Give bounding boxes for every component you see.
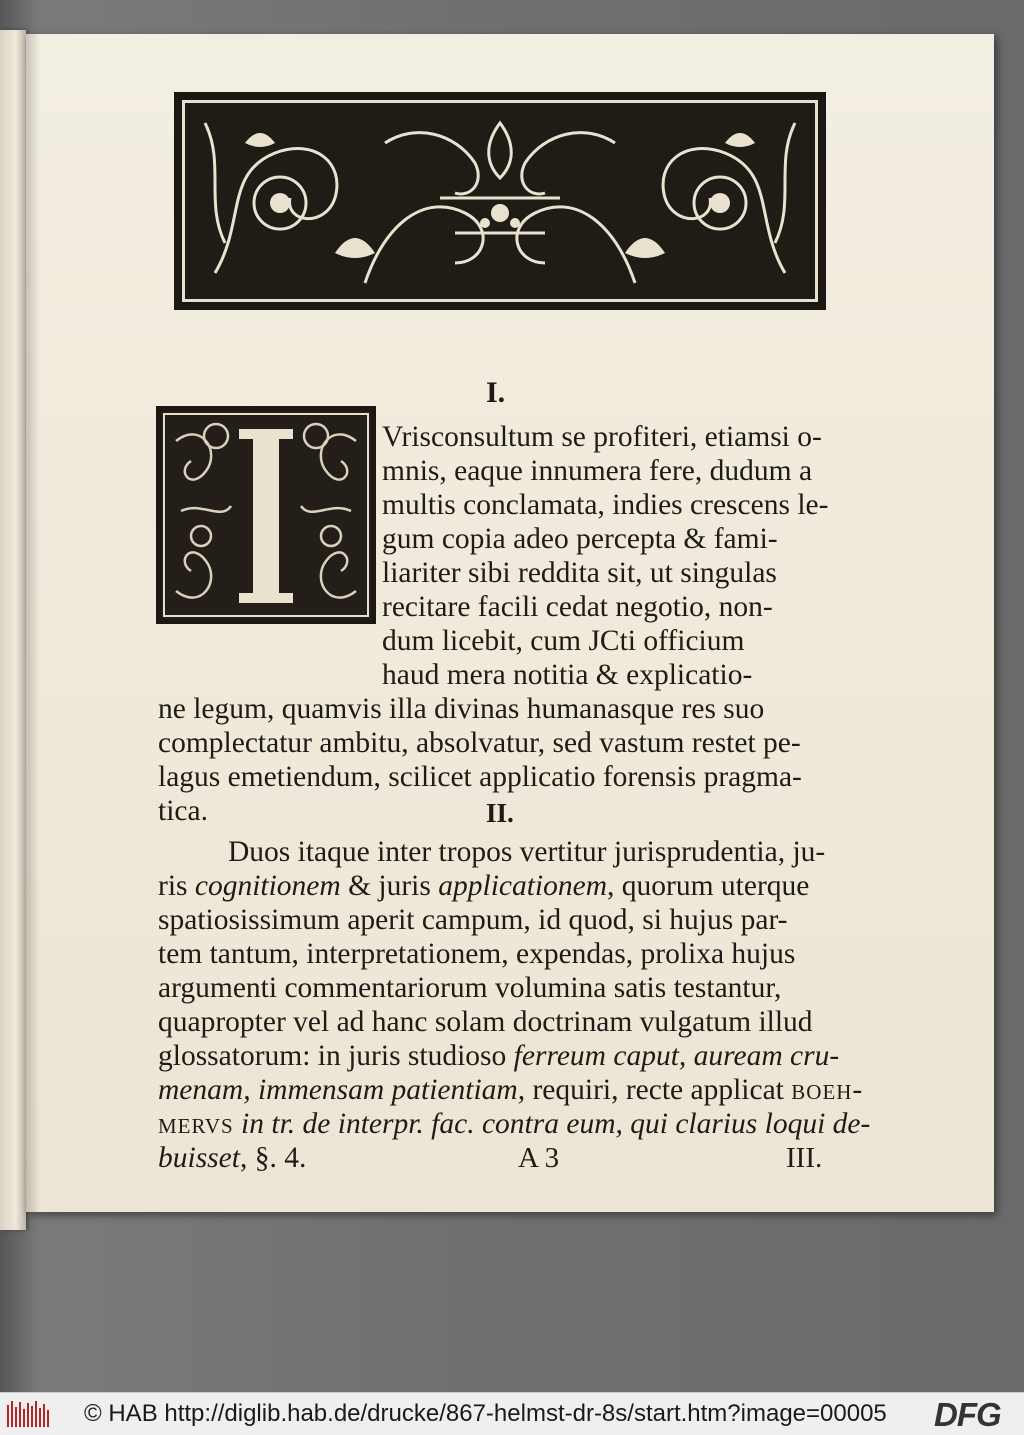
text-span: , quorum uterque (607, 870, 810, 902)
italic-quote: menam, immensam patientiam, (158, 1074, 526, 1106)
text-line: Duos itaque inter tropos vertitur jurisprudentia, ju- (228, 836, 826, 868)
text-line: spatiosissimum aperit campum, id quod, si hujus par- (158, 904, 788, 936)
text-line: complectatur ambitu, absolvatur, sed vastum restet pe- (158, 727, 801, 759)
text-line: gum copia adeo percepta & fami- (382, 523, 778, 555)
italic-citation: buisset (158, 1142, 240, 1174)
text-line: Vrisconsultum se profiteri, etiamsi o- (382, 421, 822, 453)
author-name: boeh- (791, 1074, 864, 1106)
signature-mark: A 3 (518, 1142, 560, 1174)
text-line: quapropter vel ad hanc solam doctrinam vulgatum illud (158, 1006, 813, 1038)
text-span: glossatorum: in juris studioso (158, 1040, 514, 1072)
floral-ornament-icon (185, 103, 815, 299)
initial-i-icon (161, 411, 371, 619)
text-span: & juris (340, 870, 439, 902)
text-line (158, 1108, 870, 1141)
text-line (158, 870, 809, 903)
hab-logo-icon (6, 1399, 50, 1429)
italic-citation: in tr. de interpr. fac. contra eum, qui clarius loqui de- (233, 1108, 871, 1140)
text-line (158, 1074, 863, 1107)
viewer-footer-bar (0, 1392, 1024, 1435)
text-line: liariter sibi reddita sit, ut singulas (382, 557, 777, 589)
section-number-one: I. (486, 376, 506, 409)
italic-quote: ferreum caput, auream cru- (513, 1040, 840, 1072)
text-line: tica. (158, 795, 208, 827)
text-line (158, 1142, 306, 1175)
italic-term: applicationem (438, 870, 608, 902)
text-line: ne legum, quamvis illa divinas humanasque res suo (158, 693, 765, 725)
author-name: mervs (158, 1108, 234, 1140)
italic-term: cognitionem (194, 870, 341, 902)
text-span: ris (158, 870, 195, 902)
text-line: tem tantum, interpretationem, expendas, prolixa hujus (158, 938, 796, 970)
text-line: mnis, eaque innumera fere, dudum a (382, 455, 813, 487)
catchword: III. (786, 1142, 823, 1174)
page-gutter-shadow (26, 34, 40, 1212)
text-line: multis conclamata, indies crescens le- (382, 489, 829, 521)
text-span: requiri, recte applicat (525, 1074, 792, 1106)
ornamental-headpiece (174, 92, 826, 310)
text-span: , §. 4. (239, 1142, 307, 1174)
text-line: haud mera notitia & explicatio- (382, 659, 753, 691)
decorated-initial-letter (156, 406, 376, 624)
image-citation-link[interactable]: © HAB http://diglib.hab.de/drucke/867-helmst-dr-8s/start.htm?image=00005 (84, 1400, 887, 1427)
text-line: lagus emetiendum, scilicet applicatio forensis pragma- (158, 761, 802, 793)
section-number-two: II. (486, 798, 514, 828)
text-line: dum licebit, cum JCti officium (382, 625, 745, 657)
text-line (158, 1040, 839, 1073)
text-line: argumenti commentariorum volumina satis testantur, (158, 972, 782, 1004)
text-line: recitare facili cedat negotio, non- (382, 591, 773, 623)
dfg-logo: DFG (934, 1396, 1001, 1433)
facing-page-edge (0, 30, 26, 1230)
